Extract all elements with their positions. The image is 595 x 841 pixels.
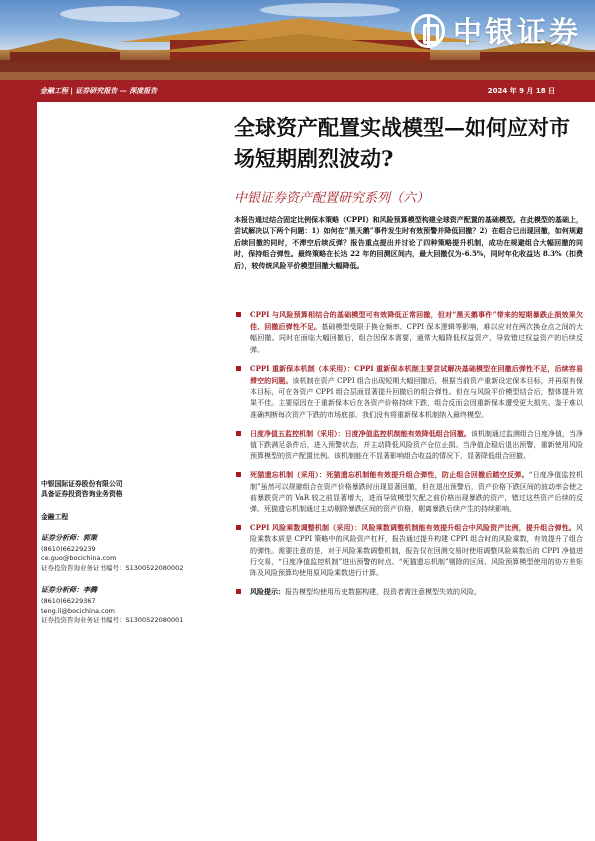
key-point-body: “日度净值监控机制”虽然可以规避组合在资产价格暴跌时出现显著回撤，但在退出预警后，资产价格下跌区间的波动率会使之前暴跌资产的 VaR 较之前显著增大，进而导致模型欠配之前价格出现暴跌的资产，错过这些资产后续的反弹。死猫遗忘机制通过主动剔除暴跌区间的资产价格，剔离暴跌后续产生的持续影响。 (250, 471, 583, 514)
bullet-square-icon (236, 312, 241, 317)
category-band-text (0, 86, 595, 98)
key-point (236, 522, 583, 579)
qualification: 具备证券投资咨询业务资格 (41, 490, 123, 498)
logo-text: 中银证券 (452, 15, 581, 49)
key-points-list (236, 309, 583, 605)
company-logo[interactable] (411, 10, 581, 51)
analyst-card (41, 585, 231, 625)
boc-logo-icon (411, 14, 445, 48)
sector-label: 金融工程 (41, 513, 69, 521)
bullet-square-icon (236, 589, 241, 594)
bullet-square-icon (236, 472, 241, 477)
key-point-body: 该机制通过监测组合日度净值，当净值下跌满足条件后，进入预警状态，并主动降低风险资产仓位止损。当净值企稳后退出预警，重新使用风险预算模型的资产配置比例。该机制能在不显著影响组合收益的情况下，显著降低组合回撤。 (250, 429, 584, 461)
key-point-body: 该机制在资产 CPPI 组合出现短期大幅回撤后，根据当前资产重新设定保本目标，并再原有保本目标，可在各资产 CPPI 组合层面显著提升回撤后的组合弹性。但在与风险平价模型结合后，整体提升效果不佳。主要原因在于重新保本后在各资产价格持续下跌，组合反而会因重新保本遭受更大损失。鉴于难以准确判断每次资产下跌的市场底部，我们没有将重新保本机制纳入最终模型。 (250, 377, 583, 419)
company-name: 中银国际证券股份有限公司 (41, 480, 123, 488)
report-subtitle: 中银证券资产配置研究系列（六） (234, 191, 430, 206)
key-point (236, 309, 583, 356)
analyst-card (41, 533, 231, 573)
analyst-phone: (8610)66229367 (41, 597, 96, 606)
report-category: 金融工程 | 证券研究报告 — 深度报告 (40, 87, 158, 95)
left-red-bar (0, 80, 37, 841)
report-date: 2024 年 9 月 18 日 (487, 87, 555, 95)
bullet-square-icon (236, 366, 241, 371)
key-point-heading: CPPI 与风险预算相结合的基础模型可有效降低正常回撤，但对“黑天鹅事件”带来的短期暴跌止损效果欠佳、回撤后弹性不足。 (250, 310, 583, 332)
report-title: 全球资产配置实战模型—如何应对市场短期剧烈波动? (234, 115, 570, 171)
abstract: 本报告通过结合固定比例保本策略（CPPI）和风险预算模型构建全球资产配置的基础模型。在此模型的基础上，尝试解决以下两个问题：1）如何在“黑天鹅”事件发生时有效预警并降低回撤？2）在组合已出现回撤，如何规避后续回撤的同时，不滞空后续反弹？报告重点提出并讨论了四种策略提升机制，成功在规避组合大幅回撤的同时，保持组合弹性。最终策略在长达 22 年的回测区间内，最大回撤仅为-6.5%，同时年化收益达 8.3%（扣费后），较传统风险平价模型回撤大幅降低。 (234, 215, 583, 270)
risk-warning (236, 586, 583, 598)
analyst-phone: (8610)66229239 (41, 545, 96, 553)
left-info-panel (41, 479, 231, 625)
key-point-body: 基础模型受限于换仓频率、CPPI 保本逻辑等影响，难以应对在两次换仓点之间的大幅回撤。同时在面临大幅回撤后，组合因保本需要，通常大幅降低权益资产，导致错过权益资产的后续反弹。 (250, 323, 584, 354)
analyst-email[interactable]: ce.guo@bocichina.com (41, 554, 117, 563)
key-point (236, 469, 583, 515)
key-point-heading: 死猫遗忘机制（采用）：死猫遗忘机制能有效提升组合弹性，防止组合回撤后踏空反弹。 (250, 470, 529, 480)
key-point-body: 风险乘数本质是 CPPI 策略中的风险资产杠杆，报告通过提升构建 CPPI 组合时的风险乘数，有效提升了组合的弹性。需要注意的是，对于风险乘数调整机制，报告仅在回测交易时使用调整风险乘数后的 CPPI 净值进行交易，“日度净值监控机制”进出预警的时点、“死猫遗忘机制”剔除的区间、风险预算模型使用的协方差矩阵及风险预算均使用原风险乘数进行计算。 (250, 524, 583, 578)
analyst-name: 证券分析师：郭策 (41, 534, 97, 542)
analyst-email[interactable]: teng.li@bocichina.com (41, 606, 116, 615)
risk-warning-heading: 风险提示： (250, 587, 285, 597)
key-point (236, 428, 583, 463)
key-point-heading: CPPI 重新保本机制（本采用）：CPPI 重新保本机制主要尝试解决基础模型在回撤后弹性不足，后续容易滞空的问题。 (250, 363, 583, 386)
key-point (236, 363, 583, 421)
risk-warning-body: 报告模型均使用历史数据构建，投资者需注意模型失效的风险。 (285, 588, 481, 597)
key-point-heading: CPPI 风险乘数调整机制（采用）：风险乘数调整机制能有效提升组合中风险资产比例，提升组合弹性。 (250, 523, 576, 533)
bullet-square-icon (236, 525, 241, 530)
analyst-license: 证券投资咨询业务证书编号：S1300522080002 (41, 563, 184, 572)
analyst-license: 证券投资咨询业务证书编号：S1300522080001 (41, 616, 184, 625)
bullet-square-icon (236, 431, 241, 436)
key-point-heading: 日度净值五监控机制（采用）：日度净值监控机制能有效降低组合回撤。 (250, 428, 471, 438)
header-banner (0, 0, 595, 80)
analyst-name: 证券分析师：李腾 (41, 586, 97, 595)
